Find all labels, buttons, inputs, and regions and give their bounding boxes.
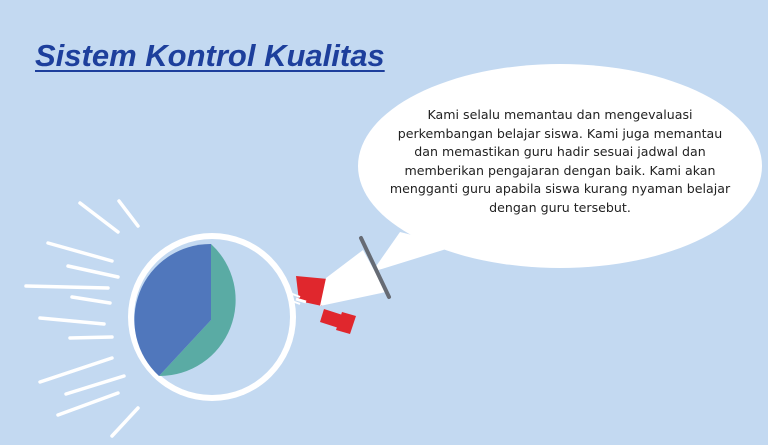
speech-bubble-text: Kami selalu memantau dan mengevaluasi perkembangan belajar siswa. Kami juga memantau dan memastikan guru hadir sesuai jadwal dan memberikan pengajaran dengan baik. Kami akan mengganti guru apabila siswa kurang nyaman belajar dengan guru tersebut. — [389, 107, 731, 215]
pie-chart-icon — [128, 233, 296, 401]
sparkle-lines — [26, 201, 138, 436]
megaphone-cone — [320, 250, 386, 306]
megaphone-icon — [290, 238, 389, 334]
page-title: Sistem Kontrol Kualitas — [35, 38, 385, 73]
